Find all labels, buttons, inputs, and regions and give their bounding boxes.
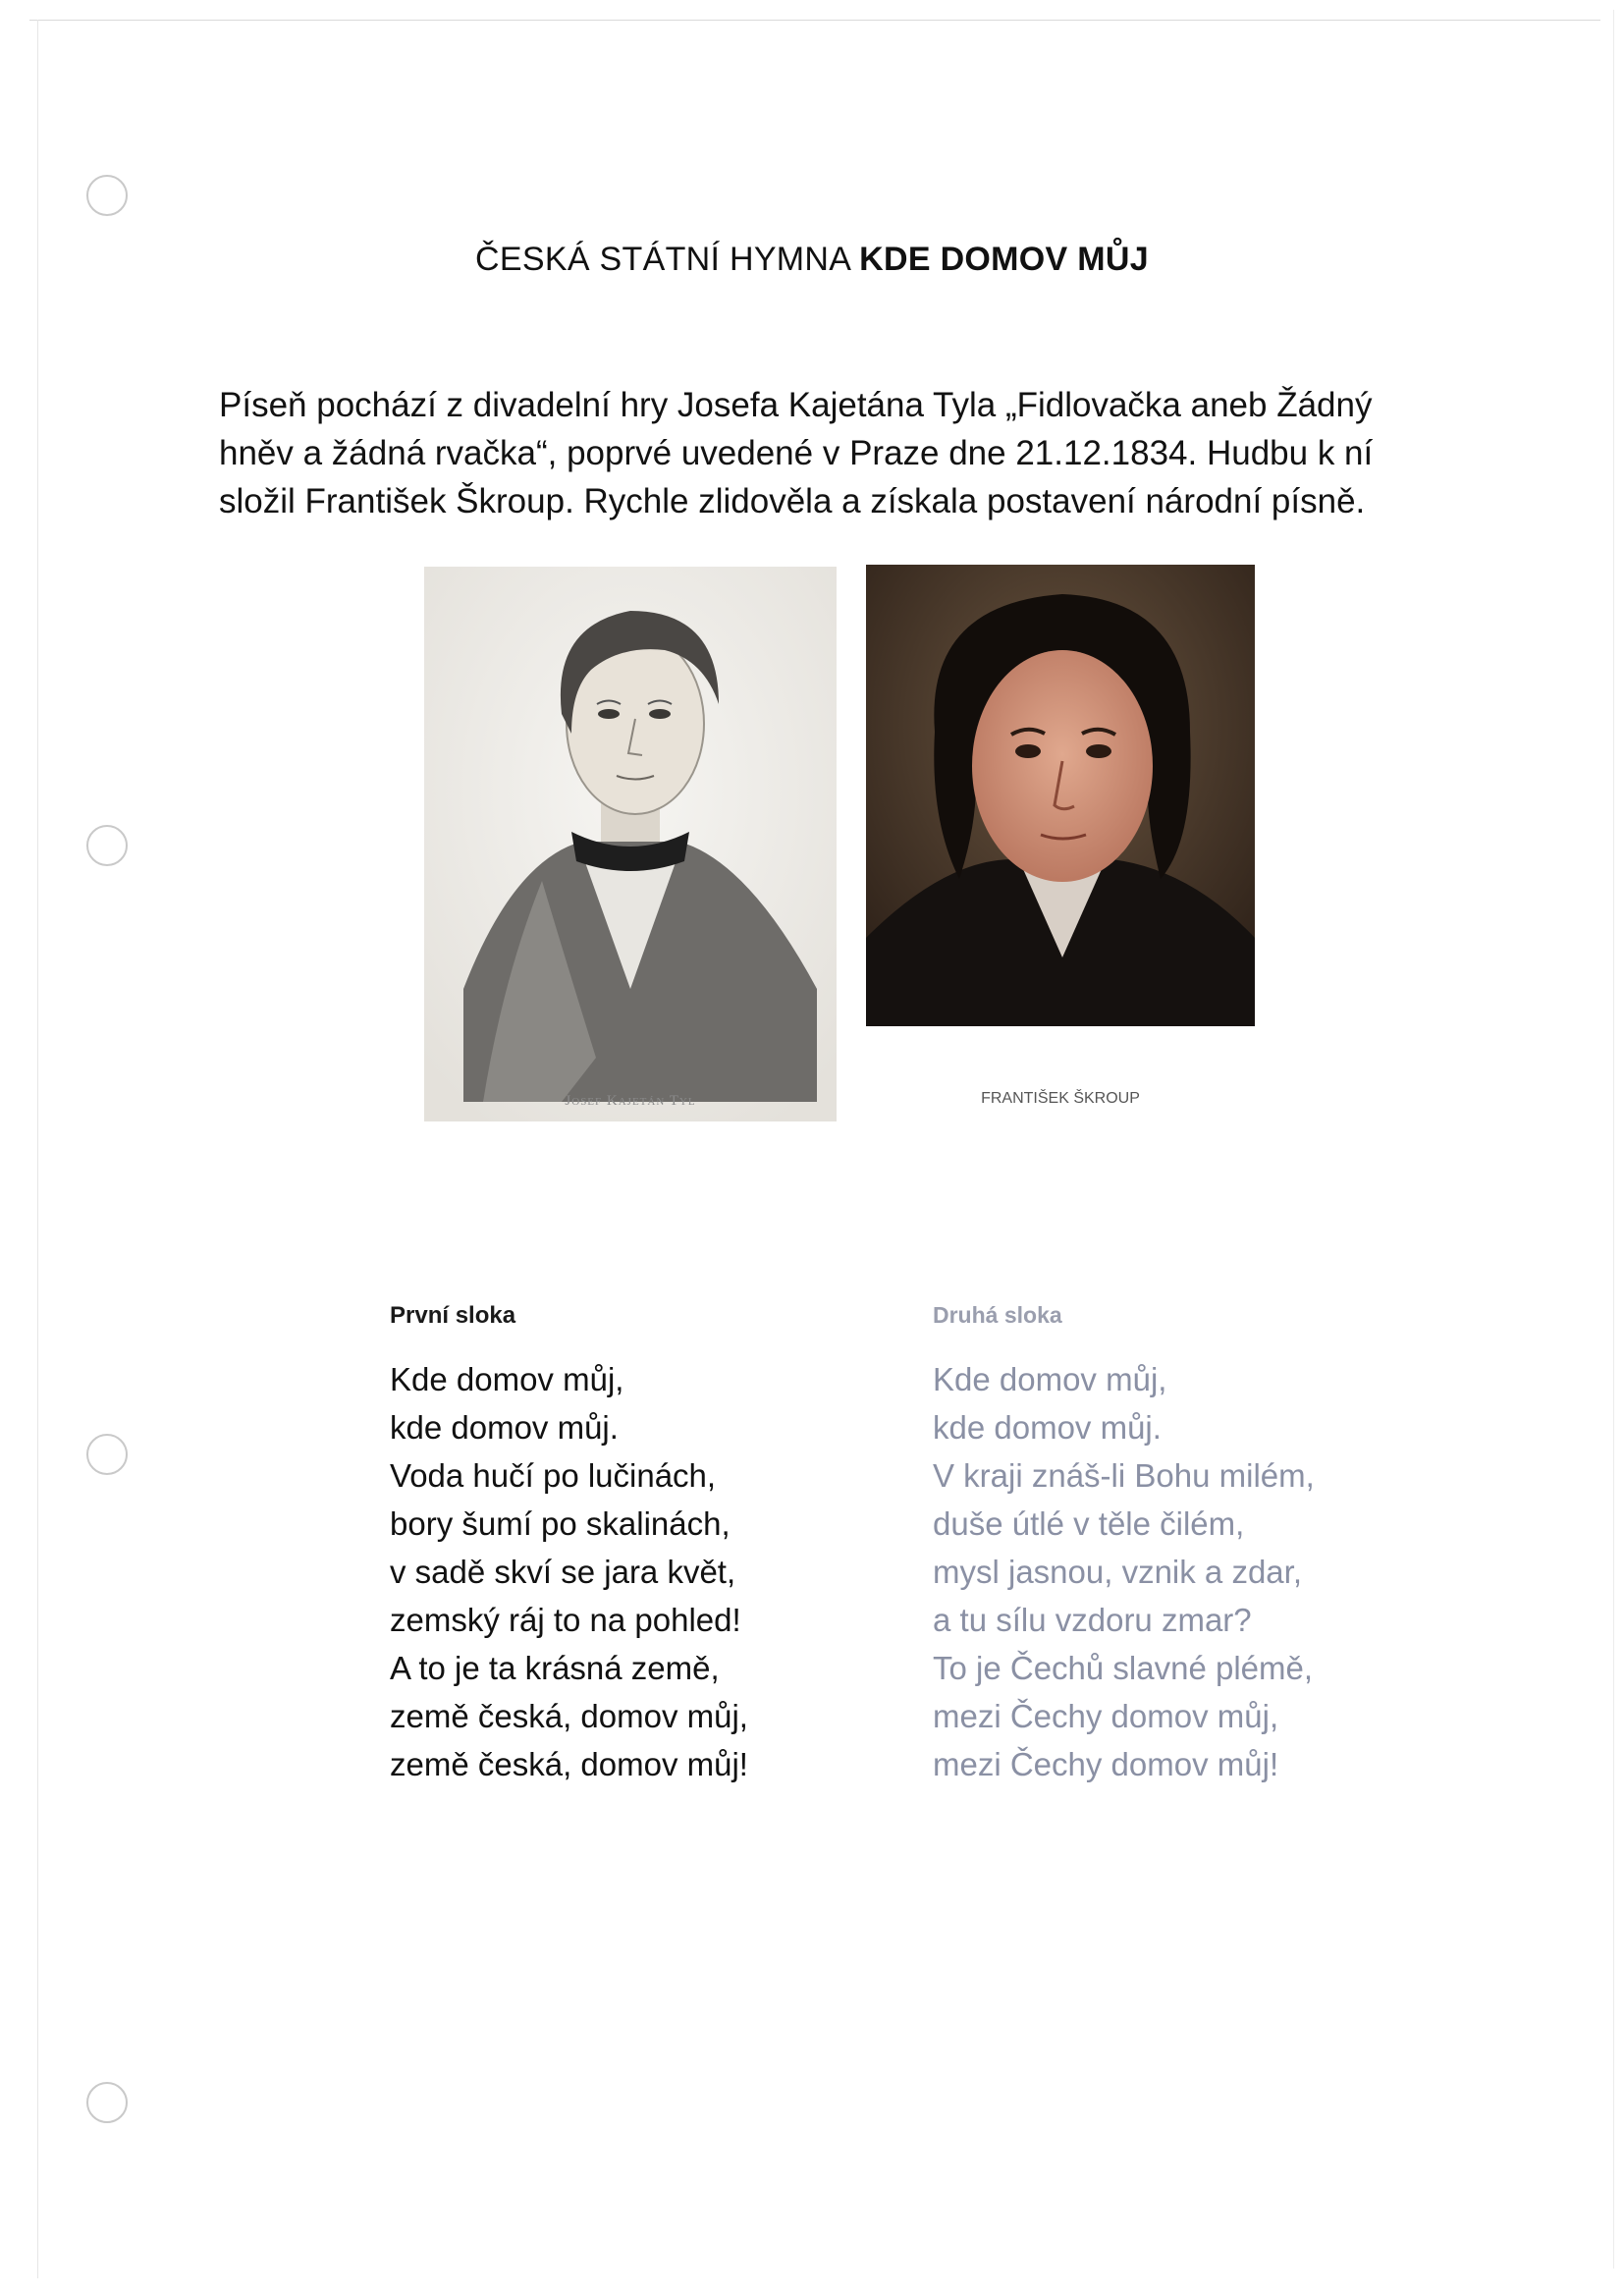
title-prefix: ČESKÁ STÁTNÍ HYMNA <box>475 241 860 278</box>
verse-line: duše útlé v těle čilém, <box>933 1505 1245 1542</box>
verse-line: mysl jasnou, vznik a zdar, <box>933 1554 1302 1590</box>
page-edge-left <box>37 20 38 2278</box>
verse-line: Voda hučí po lučinách, <box>390 1457 717 1494</box>
portrait-caption-tyl: Josef Kajetán Tyl <box>565 1093 696 1109</box>
intro-line: složil František Škroup. Rychle zlidověla a získala postavení národní písně. <box>219 482 1366 520</box>
stanza-second <box>933 1355 1315 1788</box>
intro-line: hněv a žádná rvačka“, poprvé uvedené v Praze dne 21.12.1834. Hudbu k ní <box>219 434 1374 472</box>
intro-paragraph <box>219 381 1436 525</box>
punch-hole <box>86 2082 128 2123</box>
portrait-caption-skroup: FRANTIŠEK ŠKROUP <box>981 1090 1140 1107</box>
portrait-skroup <box>866 565 1255 1026</box>
verse-line: země česká, domov můj, <box>390 1698 748 1734</box>
stanza-heading-first: První sloka <box>390 1302 516 1329</box>
verse-line: mezi Čechy domov můj! <box>933 1746 1279 1782</box>
punch-hole <box>86 825 128 866</box>
stanza-first <box>390 1355 748 1788</box>
painted-portrait-image <box>866 565 1255 1026</box>
page-edge-right <box>1613 10 1614 2269</box>
verse-line: V kraji znáš-li Bohu milém, <box>933 1457 1315 1494</box>
punch-hole <box>86 1434 128 1475</box>
page-title <box>0 241 1624 279</box>
verse-line: A to je ta krásná země, <box>390 1650 720 1686</box>
portrait-tyl <box>424 567 837 1121</box>
stanza-heading-second: Druhá sloka <box>933 1302 1062 1328</box>
title-bold: KDE DOMOV MŮJ <box>859 241 1149 278</box>
verse-line: zemský ráj to na pohled! <box>390 1602 741 1638</box>
verse-line: a tu sílu vzdoru zmar? <box>933 1602 1252 1638</box>
verse-line: bory šumí po skalinách, <box>390 1505 731 1542</box>
verse-line: Kde domov můj, <box>390 1361 624 1397</box>
verse-line: země česká, domov můj! <box>390 1746 748 1782</box>
verse-line: kde domov můj. <box>390 1409 619 1446</box>
verse-line: mezi Čechy domov můj, <box>933 1698 1279 1734</box>
verse-line: Kde domov můj, <box>933 1361 1167 1397</box>
verse-line: v sadě skví se jara květ, <box>390 1554 736 1590</box>
engraved-portrait-image <box>424 567 837 1121</box>
verse-line: To je Čechů slavné plémě, <box>933 1650 1314 1686</box>
punch-hole <box>86 175 128 216</box>
page-edge-top <box>29 20 1600 21</box>
verse-line: kde domov můj. <box>933 1409 1162 1446</box>
intro-line: Píseň pochází z divadelní hry Josefa Kajetána Tyla „Fidlovačka aneb Žádný <box>219 386 1373 424</box>
